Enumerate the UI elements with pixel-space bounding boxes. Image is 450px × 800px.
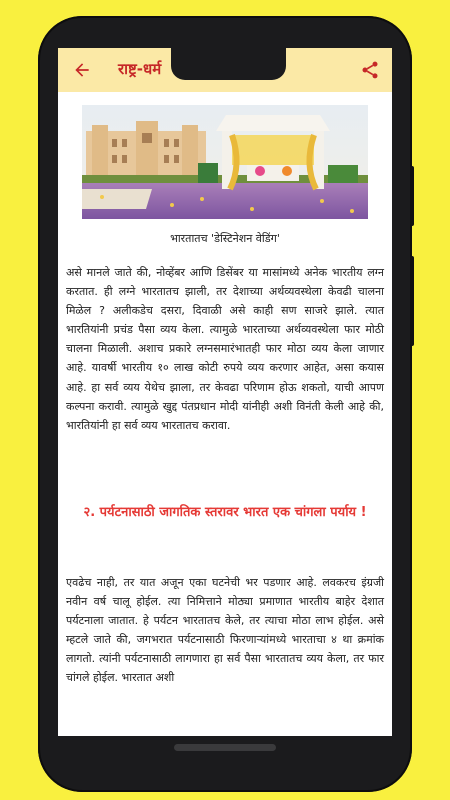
arrow-back-icon[interactable] bbox=[72, 60, 92, 80]
volume-button bbox=[410, 256, 414, 346]
article-paragraph-1: असे मानले जाते की, नोव्हेंबर आणि डिसेंबर या मासांमध्ये अनेक भारतीय लग्न करतात. ही लग्ने भारतातच झाली, तर देशाच्या अर्थव्यवस्थेला केवढी चालना मिळेल ? अलीकडेच दसरा, दिवाळी असे काही सण साजरे झाले. त्यात भारतियांनी प्रचंड पैसा व्यय केला. त्यामुळे भारताच्या अर्थव्यवस्थेला फार मोठी चालना मिळाली. अशाच प्रकारे लग्नसमारंभातही फार मोठा व्यय केला जाणार आहे. यावर्षी भारतीय १० लाख कोटी रुपये व्यय करणार आहेत, असा कयास आहे. हा सर्व व्यय येथेच झाला, तर केवढा परिणाम होऊ शकतो, याची आपण कल्पना करावी. त्यामुळे खुद्द पंतप्रधान मोदी यांनीही अशी विनंती केली आहे की, भारतियांनी हा सर्व व्यय भारतातच करावा. bbox=[66, 266, 384, 432]
image-caption: भारतातच 'डेस्टिनेशन वेडिंग' bbox=[170, 232, 280, 245]
share-icon[interactable] bbox=[360, 60, 380, 80]
article-content[interactable] bbox=[58, 92, 392, 736]
article-paragraph-2: एवढेच नाही, तर यात अजून एका घटनेची भर पडणार आहे. लवकरच इंग्रजी नवीन वर्ष चालू होईल. त्या निमित्ताने मोठ्या प्रमाणात भारतीय बाहेर देशात पर्यटनाला जातात. हे पर्यटन भारतातच केले, तर त्याचा मोठा लाभ होईल. असे म्हटले जाते की, जगभरात पर्यटनासाठी फिरणाऱ्यांमध्ये भारताचा ४ था क्रमांक लागतो. त्यांनी पर्यटनासाठी लागणारा हा सर्व पैसा भारतातच व्यय केला, तर फार चांगले होईल. भारतात अशी bbox=[66, 576, 384, 685]
camera-notch bbox=[171, 48, 286, 80]
app-screen bbox=[58, 48, 392, 736]
power-button bbox=[410, 166, 414, 226]
wedding-venue-image bbox=[82, 105, 368, 219]
section-heading-2: २. पर्यटनासाठी जागतिक स्तरावर भारत एक चांगला पर्याय ! bbox=[83, 505, 367, 520]
app-title: राष्ट्र-धर्म bbox=[118, 60, 162, 78]
home-indicator[interactable] bbox=[174, 744, 276, 751]
